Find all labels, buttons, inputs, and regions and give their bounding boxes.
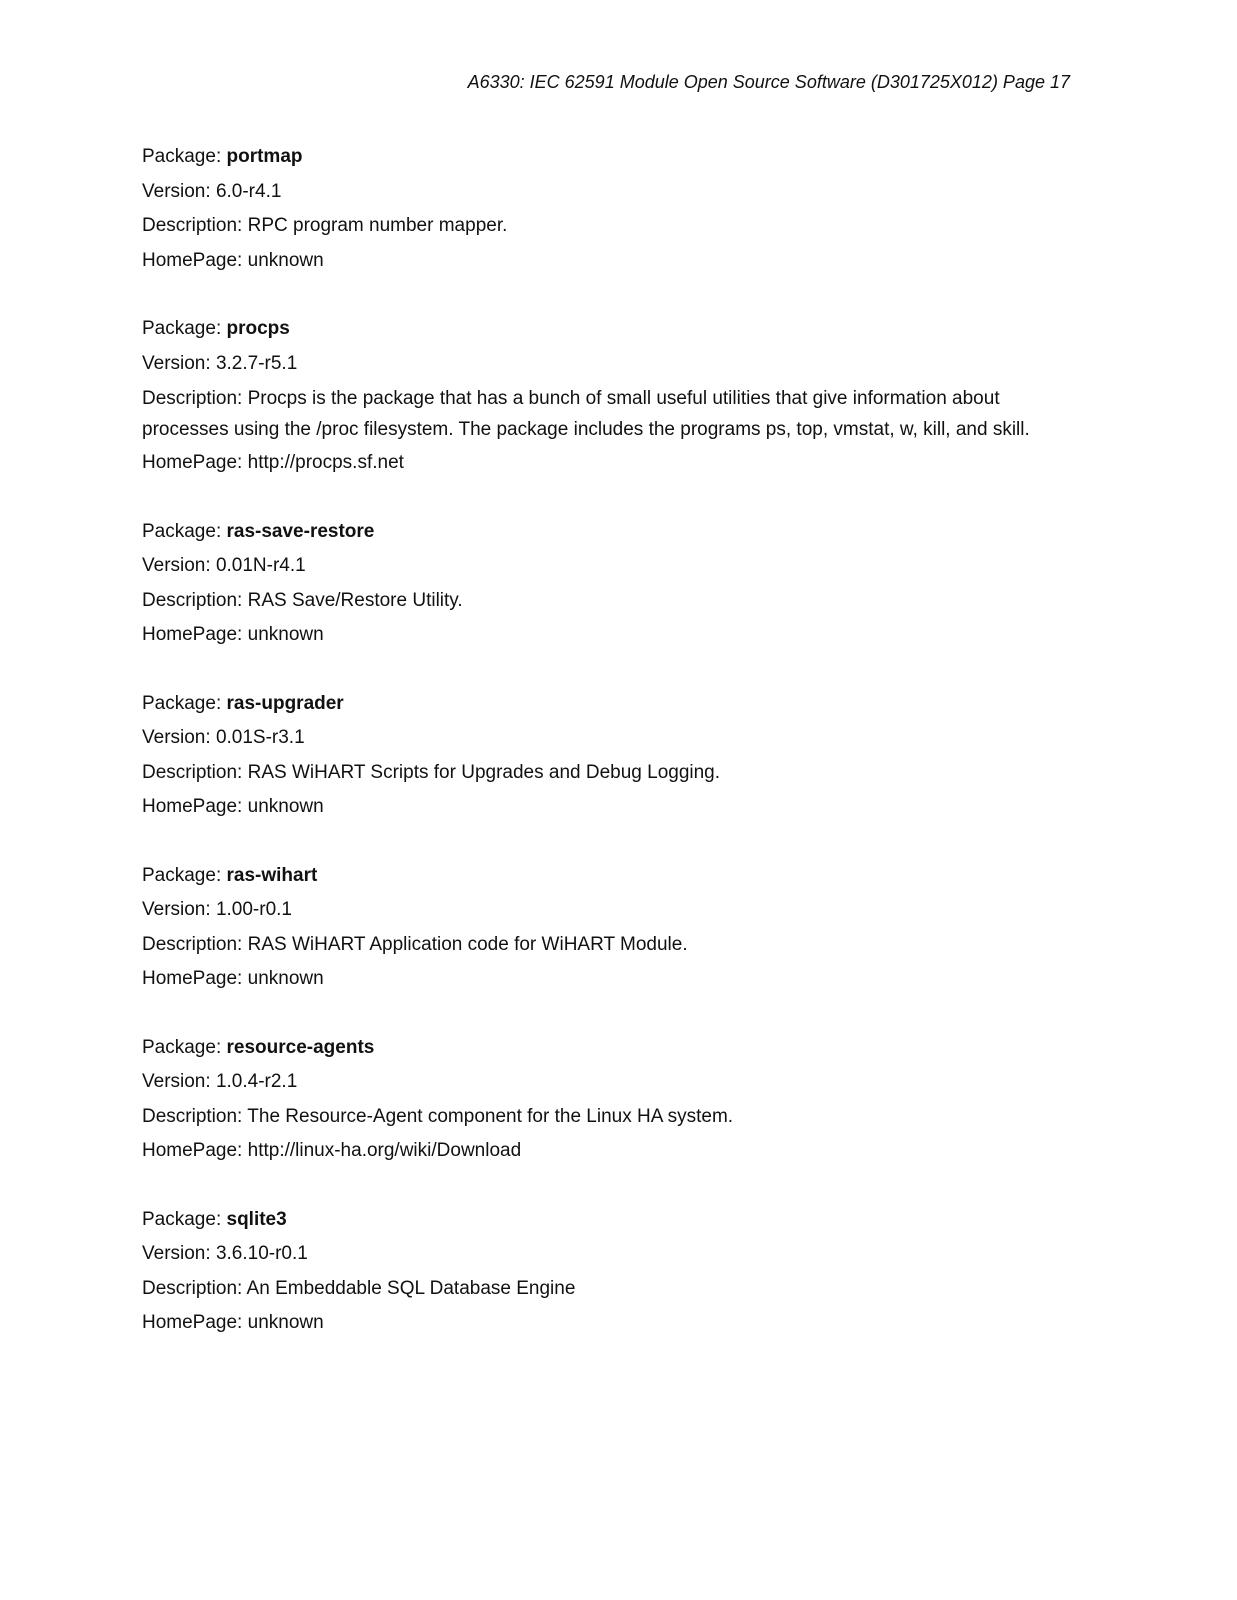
description-line [142, 1272, 1062, 1307]
package-name: portmap [226, 146, 303, 167]
homepage-value: unknown [247, 624, 324, 645]
version-value: 1.00-r0.1 [215, 899, 292, 920]
package-entry-resource-agents [142, 1031, 1062, 1169]
homepage-value: unknown [247, 249, 324, 271]
package-name: sqlite3 [226, 1208, 287, 1230]
homepage-line [142, 1306, 1062, 1341]
version-line [142, 175, 1062, 210]
homepage-value: unknown [247, 1312, 324, 1333]
package-entry-portmap [142, 140, 1062, 278]
homepage-label: HomePage: [142, 968, 248, 989]
description-label: Description: [142, 1277, 247, 1299]
homepage-line [142, 1134, 1062, 1169]
version-value: 3.6.10-r0.1 [215, 1243, 308, 1264]
homepage-value: http://procps.sf.net [247, 452, 404, 473]
package-entry-ras-wihart [142, 859, 1062, 997]
package-line [142, 515, 1062, 550]
description-value: An Embeddable SQL Database Engine [246, 1277, 576, 1299]
version-label: Version: [142, 1243, 216, 1264]
homepage-label: HomePage: [142, 796, 248, 817]
version-value: 6.0-r4.1 [215, 180, 282, 202]
package-label: Package: [142, 692, 227, 714]
package-entry-ras-upgrader [142, 687, 1062, 825]
description-value: The Resource-Agent component for the Linux HA system. [247, 1105, 734, 1127]
version-value: 3.2.7-r5.1 [215, 352, 298, 374]
description-line [142, 756, 1062, 791]
version-value: 0.01N-r4.1 [215, 555, 306, 576]
description-line [142, 209, 1062, 244]
page-header: A6330: IEC 62591 Module Open Source Software (D301725X012) Page 17 [467, 72, 1070, 92]
package-line [142, 312, 1062, 347]
package-line [142, 140, 1062, 175]
homepage-line [142, 244, 1062, 279]
description-line [142, 381, 1062, 446]
package-list [142, 140, 1062, 1375]
homepage-line [142, 446, 1062, 481]
version-label: Version: [142, 352, 216, 374]
description-label: Description: [142, 589, 248, 611]
homepage-line [142, 618, 1062, 653]
version-line [142, 1065, 1062, 1100]
homepage-label: HomePage: [142, 1140, 248, 1161]
package-name: resource-agents [226, 1036, 375, 1058]
package-label: Package: [142, 864, 227, 886]
description-line [142, 928, 1062, 963]
version-line [142, 1237, 1062, 1272]
description-label: Description: [142, 215, 248, 236]
homepage-value: http://linux-ha.org/wiki/Download [247, 1140, 522, 1161]
version-value: 1.0.4-r2.1 [215, 1071, 298, 1092]
description-value: RPC program number mapper. [247, 215, 508, 236]
description-line [142, 584, 1062, 619]
package-line [142, 1031, 1062, 1066]
description-value: RAS WiHART Application code for WiHART Module. [247, 933, 688, 955]
package-label: Package: [142, 146, 227, 167]
package-line [142, 859, 1062, 894]
description-label: Description: [142, 761, 248, 783]
homepage-label: HomePage: [142, 249, 248, 271]
package-line [142, 1203, 1062, 1238]
homepage-line [142, 790, 1062, 825]
version-line [142, 549, 1062, 584]
package-name: ras-upgrader [226, 692, 344, 714]
homepage-value: unknown [247, 796, 324, 817]
package-label: Package: [142, 318, 227, 339]
homepage-line [142, 962, 1062, 997]
description-line [142, 1100, 1062, 1135]
homepage-label: HomePage: [142, 1312, 248, 1333]
package-name: ras-wihart [226, 864, 318, 886]
version-label: Version: [142, 1071, 216, 1092]
package-label: Package: [142, 1036, 227, 1058]
description-label: Description: [142, 1105, 248, 1127]
homepage-label: HomePage: [142, 624, 248, 645]
version-label: Version: [142, 180, 216, 202]
homepage-label: HomePage: [142, 452, 248, 473]
package-entry-procps [142, 312, 1062, 481]
description-label: Description: [142, 388, 248, 409]
description-value: RAS Save/Restore Utility. [247, 589, 463, 611]
version-line [142, 721, 1062, 756]
package-label: Package: [142, 520, 227, 542]
description-value: RAS WiHART Scripts for Upgrades and Debug Logging. [247, 761, 721, 783]
package-entry-sqlite3 [142, 1203, 1062, 1341]
version-line [142, 347, 1062, 382]
package-name: ras-save-restore [226, 520, 375, 542]
version-label: Version: [142, 555, 216, 576]
package-entry-ras-save-restore [142, 515, 1062, 653]
version-label: Version: [142, 899, 216, 920]
homepage-value: unknown [247, 968, 324, 989]
package-name: procps [226, 318, 290, 339]
package-label: Package: [142, 1208, 227, 1230]
version-label: Version: [142, 727, 216, 748]
version-line [142, 893, 1062, 928]
description-value: Procps is the package that has a bunch of small useful utilities that give information about processes using the /proc filesystem. The package includes the programs ps, top, vmstat, w, kill, and skill. [142, 388, 1030, 440]
package-line [142, 687, 1062, 722]
description-label: Description: [142, 933, 248, 955]
version-value: 0.01S-r3.1 [215, 727, 305, 748]
